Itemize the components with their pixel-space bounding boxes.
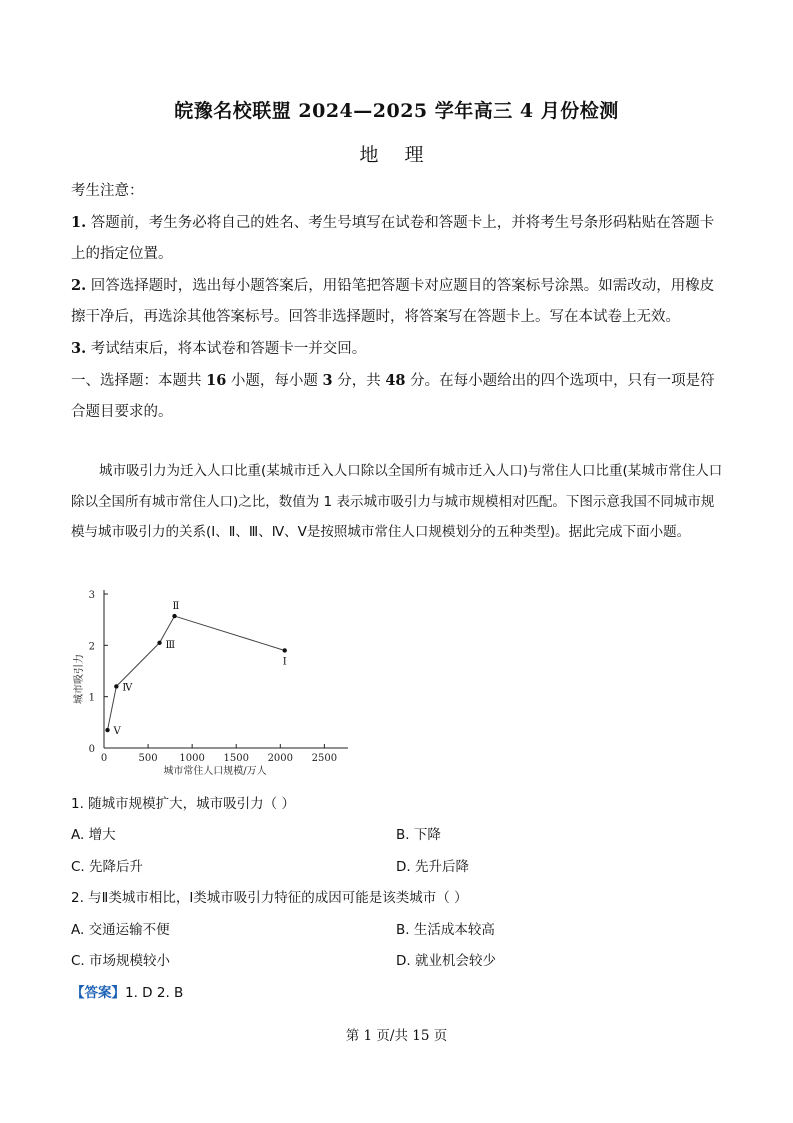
x-tick-label: 1500 xyxy=(223,753,249,764)
point-label: Ⅴ xyxy=(113,726,121,738)
notice-item-1 xyxy=(71,207,723,270)
notice-item-2 xyxy=(71,270,723,333)
y-tick-label: 3 xyxy=(88,590,95,601)
x-tick-label: 0 xyxy=(100,753,108,764)
q2-option-c[interactable]: C. 市场规模较小 xyxy=(71,953,171,969)
notice-num: 1. xyxy=(71,214,87,231)
answer-line xyxy=(71,981,183,1001)
x-tick-label: 2500 xyxy=(311,753,338,764)
answer-tag: 【答案】 xyxy=(71,985,125,1001)
data-point xyxy=(114,684,118,688)
q2-option-b[interactable]: B. 生活成本较高 xyxy=(396,922,495,938)
x-tick-label: 500 xyxy=(138,753,158,764)
section-heading: 一、选择题：本题共 16 小题，每小题 3 分，共 48 分。在每小题给出的四个选项中，只有一项是符合题目要求的。 xyxy=(71,372,715,420)
y-tick-label: 1 xyxy=(88,692,95,704)
question-2-stem: 2. 与Ⅱ类城市相比，Ⅰ类城市吸引力特征的成因可能是该类城市（ ） xyxy=(71,890,468,906)
x-axis-label: 城市常住人口规模/万人 xyxy=(163,766,267,777)
notice-num: 3. xyxy=(71,340,87,357)
notice-num: 2. xyxy=(71,277,87,294)
subject-title: 地 理 xyxy=(359,144,434,166)
point-label: Ⅰ xyxy=(282,656,287,668)
point-label: Ⅲ xyxy=(165,639,176,651)
page-title: 皖豫名校联盟 2024—2025 学年高三 4 月份检测 xyxy=(174,100,619,122)
notice-item-3 xyxy=(71,333,723,365)
y-tick-label: 2 xyxy=(88,641,95,653)
y-tick-label: 0 xyxy=(88,744,95,755)
notice-text: 考试结束后，将本试卷和答题卡一并交回。 xyxy=(90,341,367,357)
notice-block xyxy=(71,176,723,428)
series-line xyxy=(108,616,285,730)
point-label: Ⅱ xyxy=(172,601,180,613)
attraction-chart xyxy=(70,582,352,782)
notice-text: 答题前，考生务必将自己的姓名、考生号填写在试卷和答题卡上，并将考生号条形码粘贴在答题卡上的指定位置。 xyxy=(71,215,715,262)
q1-option-c[interactable]: C. 先降后升 xyxy=(71,859,144,875)
x-tick-label: 2000 xyxy=(267,753,294,764)
data-point xyxy=(172,614,176,618)
passage xyxy=(71,456,723,548)
y-axis-label: 城市吸引力 xyxy=(74,654,85,704)
data-point xyxy=(157,641,161,645)
point-label: Ⅳ xyxy=(122,682,133,694)
data-point xyxy=(283,648,287,652)
question-1-stem: 1. 随城市规模扩大，城市吸引力（ ） xyxy=(71,796,295,812)
notice-heading: 考生注意： xyxy=(71,183,144,199)
answer-text: 1. D 2. B xyxy=(125,985,184,1001)
q1-option-d[interactable]: D. 先升后降 xyxy=(396,859,469,875)
q2-option-d[interactable]: D. 就业机会较少 xyxy=(396,953,496,969)
data-point xyxy=(105,728,109,732)
q1-option-b[interactable]: B. 下降 xyxy=(396,827,441,843)
notice-text: 回答选择题时，选出每小题答案后，用铅笔把答题卡对应题目的答案标号涂黑。如需改动，用橡皮擦干净后，再选涂其他答案标号。回答非选择题时，将答案写在答题卡上。写在本试卷上无效。 xyxy=(71,278,715,325)
x-tick-label: 1000 xyxy=(179,753,205,764)
q2-option-a[interactable]: A. 交通运输不便 xyxy=(71,922,170,938)
passage-text: 城市吸引力为迁入人口比重(某城市迁入人口除以全国所有城市迁入人口)与常住人口比重(某城市常住人口除以全国所有城市常住人口)之比，数值为 1 表示城市吸引力与城市规模相对匹配。下图示意我国不同城市规模与城市吸引力的关系(Ⅰ、Ⅱ、Ⅲ、Ⅳ、Ⅴ是按照城市常住人口规模划分的五种类型)。据此完成下面小题。 xyxy=(71,463,723,540)
page-footer: 第 1 页/共 15 页 xyxy=(345,1028,448,1044)
q1-option-a[interactable]: A. 增大 xyxy=(71,827,116,843)
